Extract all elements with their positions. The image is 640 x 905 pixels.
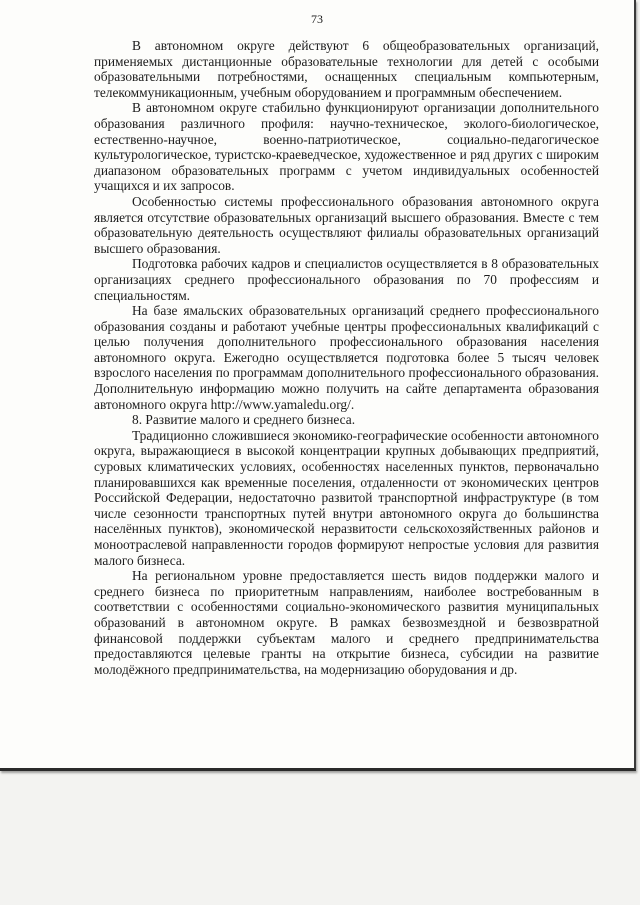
- paragraph-business-support: На региональном уровне предоставляется шесть видов поддержки малого и среднего бизнеса по приоритетным направлениям, наиболее востребованным в соответствии с особенностями социально-экономического развития муниципальных образований в автономном округе. В рамках безвозмездной и безвозвратной финансовой поддержки субъектам малого и среднего предпринимательства предоставляются целевые гранты на открытие бизнеса, субсидии на развитие молодёжного предпринимательства, на модернизацию оборудования и др.: [94, 568, 599, 677]
- paragraph-qualification-centers: На базе ямальских образовательных организаций среднего профессионального образования созданы и работают учебные центры профессиональных квалификаций с целью получения дополнительного профессионального образования населения автономного округа. Ежегодно осуществляется подготовка более 5 тысяч человек взрослого населения по программам дополнительного профессионального образования. Дополнительную информацию можно получить на сайте департамента образования автономного округа http://www.yamaledu.org/.: [94, 303, 599, 412]
- paragraph-additional-education: В автономном округе стабильно функционируют организации дополнительного образования различного профиля: научно-техническое, эколого-биологическое, естественно-научное, военно-патриотическое, социально-педагогическое культурологическое, туристско-краеведческое, художественное и ряд других с широким диапазоном образовательных программ с учетом индивидуальных особенностей учащихся и их запросов.: [94, 100, 599, 194]
- paragraph-vocational-training: Подготовка рабочих кадров и специалистов осуществляется в 8 образовательных организациях среднего профессионального образования по 70 профессиям и специальностям.: [94, 256, 599, 303]
- paragraph-business-conditions: Традиционно сложившиеся экономико-географические особенности автономного округа, выражающиеся в высокой концентрации крупных добывающих предприятий, суровых климатических условиях, особенностях населенных пунктов, первоначально планировавшихся как временные поселения, отдаленности от экономических центров Российской Федерации, недостаточно развитой транспортной инфраструктуре (в том числе сезонности транспортных путей внутри автономного округа до большинства населённых пунктов), экономической неразвитости сельскохозяйственных районов и моноотраслевой направленности городов формируют непростые условия для развития малого бизнеса.: [94, 427, 599, 568]
- section-heading: 8. Развитие малого и среднего бизнеса.: [132, 412, 356, 428]
- page-number: 73: [311, 12, 323, 26]
- paragraph-distance-learning: В автономном округе действуют 6 общеобразовательных организаций, применяемых дистанционные образовательные технологии для детей с особыми образовательными потребностями, оснащенных специальным компьютерным, телекоммуникационным, учебным оборудованием и программным обеспечением.: [94, 38, 599, 100]
- paragraph-higher-education: Особенностью системы профессионального образования автономного округа является отсутствие образовательных организаций высшего образования. Вместе с тем образовательную деятельность осуществляют филиалы образовательных организаций высшего образования.: [94, 193, 599, 256]
- body-text: [94, 38, 599, 677]
